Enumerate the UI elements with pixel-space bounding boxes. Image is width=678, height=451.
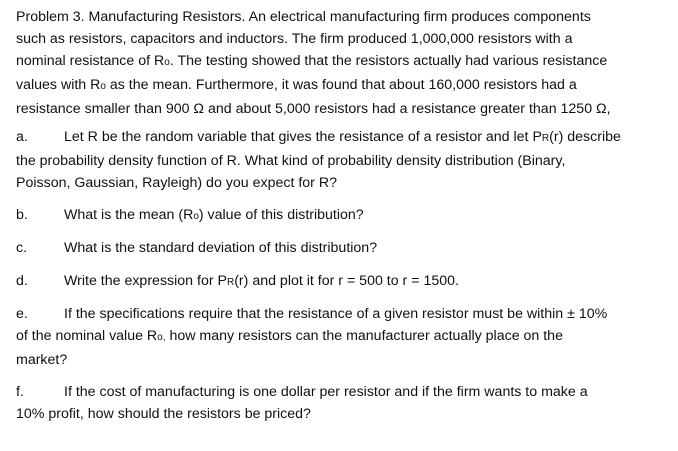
part-a [16, 126, 666, 194]
pr-subscript: R [541, 133, 550, 144]
problem-line-4-a: values with R [16, 77, 101, 93]
problem-line-4-b: as the mean. Furthermore, it was found that about 160,000 resistors had a [105, 77, 577, 93]
part-c-label: c. [16, 240, 28, 256]
part-a-text-1b: (r) describe [549, 129, 621, 145]
r-zero-subscript: o [193, 211, 199, 222]
part-a-line-1 [16, 126, 666, 150]
part-e-text-1: If the specifications require that the resistance of a given resistor must be within ± 10% [64, 306, 608, 322]
part-b-label: b. [16, 207, 28, 223]
problem-line-3 [16, 50, 666, 74]
r-zero-subscript: o, [157, 332, 166, 343]
part-f-line-2: 10% profit, how should the resistors be priced? [16, 406, 311, 422]
part-e-label: e. [16, 306, 28, 322]
part-e-text-2b: how many resistors can the manufacturer actually place on the [165, 328, 563, 344]
part-b-line [16, 204, 666, 228]
part-a-line-2: the probability density function of R. What kind of probability density distribution (Binary, [16, 153, 566, 169]
problem-statement [16, 6, 666, 120]
problem-line-1: Problem 3. Manufacturing Resistors. An electrical manufacturing firm produces components [16, 9, 591, 25]
part-f-line-1 [16, 381, 666, 403]
problem-line-5: resistance smaller than 900 Ω and about 5,000 resistors had a resistance greater than 1250 Ω, [16, 101, 611, 117]
part-f-text-1: If the cost of manufacturing is one dollar per resistor and if the firm wants to make a [64, 384, 588, 400]
part-d-text-b: (r) and plot it for r = 500 to r = 1500. [234, 273, 459, 289]
part-c-line [16, 237, 666, 259]
part-e-text-2a: of the nominal value R [16, 328, 158, 344]
part-b [16, 204, 666, 228]
part-f-label: f. [16, 384, 24, 400]
part-a-text-1: Let R be the random variable that gives the resistance of a resistor and let P [64, 129, 542, 145]
part-e-line-1 [16, 303, 666, 325]
part-b-text-a: What is the mean (R [64, 207, 194, 223]
part-b-text-b: ) value of this distribution? [198, 207, 364, 223]
part-a-label: a. [16, 129, 28, 145]
part-c-text: What is the standard deviation of this distribution? [64, 240, 378, 256]
part-a-line-3: Poisson, Gaussian, Rayleigh) do you expect for R? [16, 175, 337, 191]
part-f [16, 381, 666, 425]
problem-line-2: such as resistors, capacitors and inductors. The firm produced 1,000,000 resistors with a [16, 31, 573, 47]
problem-line-4 [16, 74, 666, 98]
part-d-label: d. [16, 273, 28, 289]
problem-line-3-a: nominal resistance of R [16, 53, 165, 69]
r-zero-subscript: o [164, 57, 170, 68]
pr-subscript: R [226, 277, 235, 288]
part-d-line [16, 270, 666, 294]
part-d-text-a: Write the expression for P [64, 273, 227, 289]
problem-line-3-b: . The testing showed that the resistors actually had various resistance [169, 53, 608, 69]
r-zero-subscript: o [100, 81, 106, 92]
part-e [16, 303, 666, 371]
part-e-line-3: market? [16, 352, 68, 368]
part-e-line-2 [16, 325, 666, 349]
part-c [16, 237, 666, 259]
part-d [16, 270, 666, 294]
